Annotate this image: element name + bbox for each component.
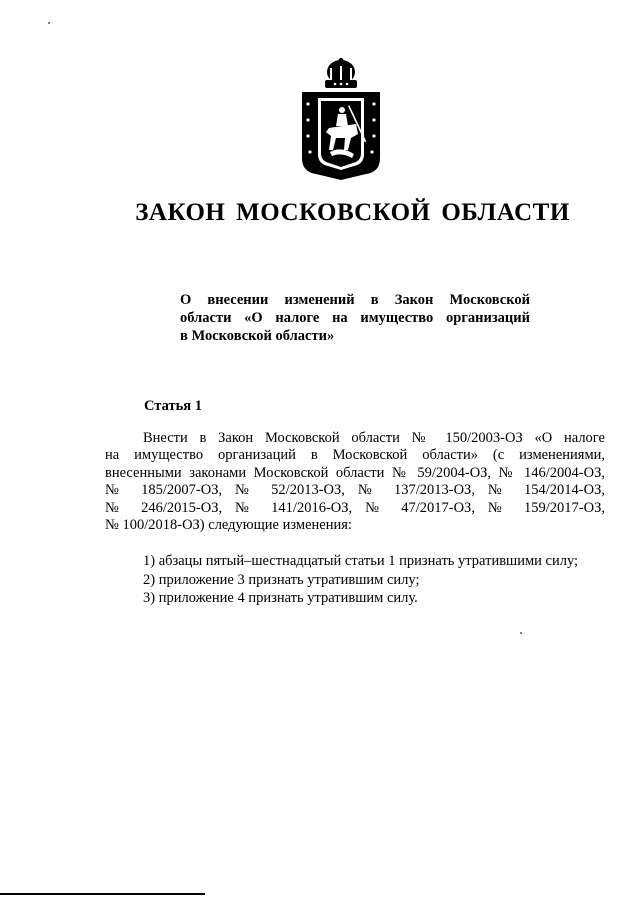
subject-line: в Московской области» (180, 328, 335, 344)
article-body-line: № 100/2018-ОЗ) следующие изменения: (105, 517, 352, 534)
article-body-line: № 246/2015-ОЗ, № 141/2016-ОЗ, № 47/2017-ОЗ, № 159/2017-ОЗ, (105, 499, 605, 516)
subject-line: области «О налоге на имущество организаций (180, 310, 530, 326)
footer-divider (0, 893, 205, 895)
amendment-item: 1) абзацы пятый–шестнадцатый статьи 1 признать утратившими силу; (143, 553, 579, 569)
amendment-item: 2) приложение 3 признать утратившим силу; (143, 571, 420, 588)
article-body-line: внесенными законами Московской области № 59/2004-ОЗ, № 146/2004-ОЗ, (105, 464, 605, 481)
document-subject (180, 291, 530, 345)
document-title: ЗАКОН МОСКОВСКОЙ ОБЛАСТИ (135, 199, 570, 226)
article-heading: Статья 1 (144, 398, 202, 414)
article-body (105, 430, 605, 534)
article-body-line: № 185/2007-ОЗ, № 52/2013-ОЗ, № 137/2013-ОЗ, № 154/2014-ОЗ, (105, 482, 605, 499)
scan-speck (48, 22, 50, 24)
subject-line: О внесении изменений в Закон Московской (180, 292, 530, 308)
moscow-oblast-coat-of-arms-icon (296, 58, 386, 180)
article-body-line: на имущество организаций в Московской области» (с изменениями, (105, 447, 605, 464)
amendment-item: 3) приложение 4 признать утратившим силу. (143, 590, 418, 606)
amendment-list (143, 552, 613, 608)
article-body-line: Внести в Закон Московской области № 150/2003-ОЗ «О налоге (143, 430, 605, 446)
scan-speck (520, 632, 522, 634)
